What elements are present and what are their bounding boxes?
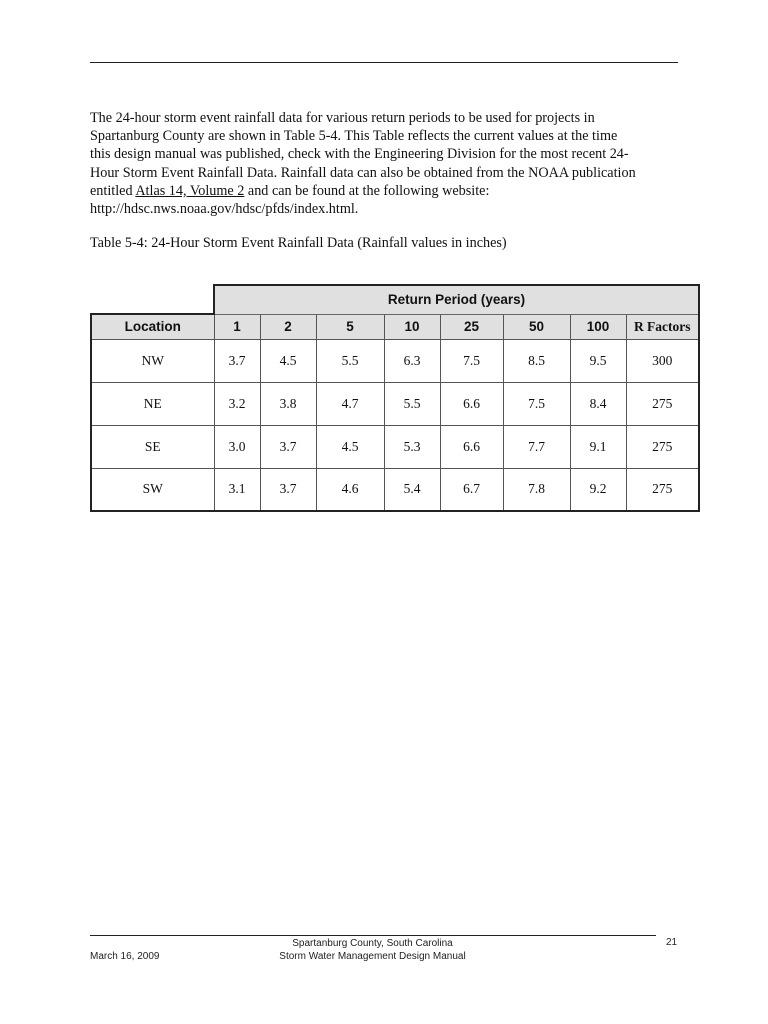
rainfall-value-cell: 3.7 bbox=[260, 468, 316, 511]
rainfall-value-cell: 3.2 bbox=[214, 382, 260, 425]
r-factors-column-header: R Factors bbox=[626, 314, 699, 339]
paragraph-line: this design manual was published, check with the Engineering Division for the most recent 24- bbox=[90, 146, 629, 163]
rainfall-value-cell: 4.7 bbox=[316, 382, 384, 425]
rainfall-value-cell: 7.8 bbox=[503, 468, 570, 511]
location-column-header: Location bbox=[91, 314, 214, 339]
rainfall-value-cell: 6.7 bbox=[440, 468, 503, 511]
footer-manual-title: Storm Water Management Design Manual bbox=[279, 951, 466, 962]
rainfall-value-cell: 3.0 bbox=[214, 425, 260, 468]
r-factor-cell: 275 bbox=[626, 468, 699, 511]
rainfall-value-cell: 8.4 bbox=[570, 382, 626, 425]
table-row bbox=[91, 339, 699, 382]
return-period-column-header: 25 bbox=[440, 314, 503, 339]
rainfall-value-cell: 5.5 bbox=[316, 339, 384, 382]
return-period-column-header: 5 bbox=[316, 314, 384, 339]
r-factor-cell: 275 bbox=[626, 382, 699, 425]
rainfall-value-cell: 4.5 bbox=[260, 339, 316, 382]
return-period-column-header: 100 bbox=[570, 314, 626, 339]
footer-date: March 16, 2009 bbox=[90, 951, 160, 962]
table-corner-blank bbox=[91, 285, 214, 314]
atlas-14-reference: Atlas 14, Volume 2 bbox=[135, 182, 245, 199]
r-factor-cell: 275 bbox=[626, 425, 699, 468]
return-period-column-header: 1 bbox=[214, 314, 260, 339]
rainfall-value-cell: 5.4 bbox=[384, 468, 440, 511]
location-cell: NW bbox=[91, 339, 214, 382]
rainfall-value-cell: 9.2 bbox=[570, 468, 626, 511]
rainfall-value-cell: 9.5 bbox=[570, 339, 626, 382]
return-period-column-header: 10 bbox=[384, 314, 440, 339]
rainfall-value-cell: 6.6 bbox=[440, 425, 503, 468]
rainfall-value-cell: 8.5 bbox=[503, 339, 570, 382]
rainfall-value-cell: 5.3 bbox=[384, 425, 440, 468]
footer-title bbox=[270, 937, 475, 963]
website-url: http://hdsc.nws.noaa.gov/hdsc/pfds/index.html. bbox=[90, 201, 359, 218]
rainfall-value-cell: 3.7 bbox=[260, 425, 316, 468]
body-paragraph bbox=[90, 109, 690, 218]
footer-county: Spartanburg County, South Carolina bbox=[292, 938, 453, 949]
rainfall-value-cell: 9.1 bbox=[570, 425, 626, 468]
r-factor-cell: 300 bbox=[626, 339, 699, 382]
paragraph-line: Hour Storm Event Rainfall Data. Rainfall data can also be obtained from the NOAA publication bbox=[90, 164, 636, 181]
table-body bbox=[91, 339, 699, 511]
footer-rule bbox=[90, 935, 656, 936]
rainfall-value-cell: 7.7 bbox=[503, 425, 570, 468]
location-cell: SW bbox=[91, 468, 214, 511]
rainfall-value-cell: 6.3 bbox=[384, 339, 440, 382]
return-period-header: Return Period (years) bbox=[214, 285, 699, 314]
location-cell: NE bbox=[91, 382, 214, 425]
return-period-column-header: 2 bbox=[260, 314, 316, 339]
column-header-row bbox=[91, 314, 699, 339]
rainfall-value-cell: 5.5 bbox=[384, 382, 440, 425]
paragraph-line: The 24-hour storm event rainfall data for various return periods to be used for projects in bbox=[90, 110, 595, 126]
header-rule bbox=[90, 62, 678, 63]
paragraph-text: entitled bbox=[90, 182, 136, 199]
paragraph-text: and can be found at the following website: bbox=[244, 182, 490, 199]
table-caption: Table 5-4: 24-Hour Storm Event Rainfall Data (Rainfall values in inches) bbox=[90, 235, 507, 251]
rainfall-value-cell: 3.1 bbox=[214, 468, 260, 511]
return-period-column-header: 50 bbox=[503, 314, 570, 339]
paragraph-line: Spartanburg County are shown in Table 5-4. This Table reflects the current values at the time bbox=[90, 128, 618, 145]
rainfall-value-cell: 4.5 bbox=[316, 425, 384, 468]
rainfall-value-cell: 3.8 bbox=[260, 382, 316, 425]
rainfall-value-cell: 6.6 bbox=[440, 382, 503, 425]
rainfall-table bbox=[90, 284, 700, 512]
rainfall-value-cell: 7.5 bbox=[440, 339, 503, 382]
rainfall-value-cell: 3.7 bbox=[214, 339, 260, 382]
paragraph-line bbox=[90, 182, 690, 200]
rainfall-value-cell: 4.6 bbox=[316, 468, 384, 511]
table-row bbox=[91, 468, 699, 511]
table-row bbox=[91, 382, 699, 425]
page-number: 21 bbox=[666, 937, 678, 948]
table-row bbox=[91, 425, 699, 468]
location-cell: SE bbox=[91, 425, 214, 468]
rainfall-value-cell: 7.5 bbox=[503, 382, 570, 425]
